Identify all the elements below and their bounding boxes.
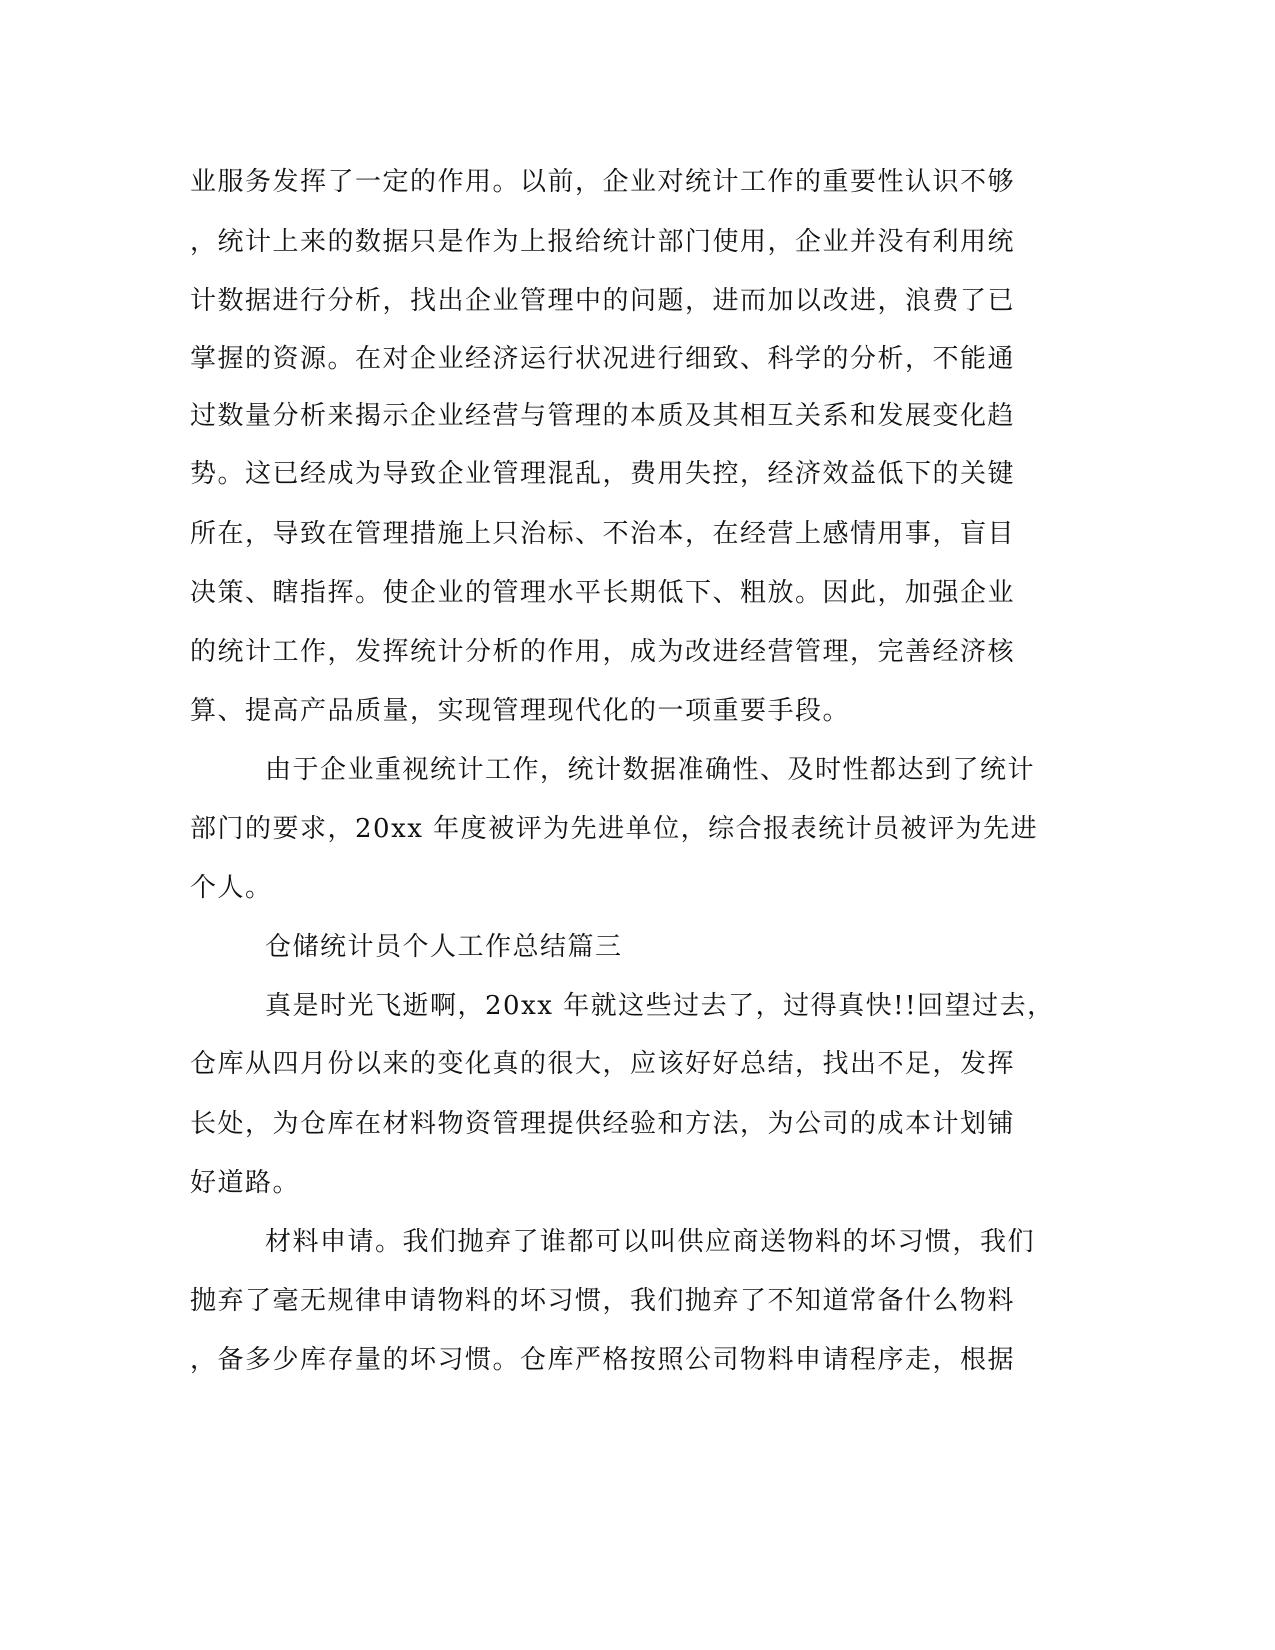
text-line: 仓库从四月份以来的变化真的很大，应该好好总结，找出不足，发挥: [190, 1049, 1016, 1079]
text-line: 所在，导致在管理措施上只治标、不治本，在经营上感情用事，盲目: [190, 519, 1016, 549]
text-line: 业服务发挥了一定的作用。以前，企业对统计工作的重要性认识不够: [190, 167, 1016, 197]
text-line: ，备多少库存量的坏习惯。仓库严格按照公司物料申请程序走，根据: [190, 1345, 1016, 1375]
text-line: 计数据进行分析，找出企业管理中的问题，进而加以改进，浪费了已: [190, 286, 1016, 316]
text-line: 材料申请。我们抛弃了谁都可以叫供应商送物料的坏习惯，我们: [265, 1227, 1036, 1257]
text-line: 好道路。: [190, 1168, 301, 1198]
text-line: 真是时光飞逝啊，20xx 年就这些过去了，过得真快!!回望过去，: [265, 991, 1055, 1021]
text-line: 个人。: [190, 873, 273, 903]
text-line: ，统计上来的数据只是作为上报给统计部门使用，企业并没有利用统: [190, 227, 1016, 257]
section-heading: 仓储统计员个人工作总结篇三: [265, 932, 623, 962]
text-line: 算、提高产品质量，实现管理现代化的一项重要手段。: [190, 696, 851, 726]
text-line: 掌握的资源。在对企业经济运行状况进行细致、科学的分析，不能通: [190, 344, 1016, 374]
text-line: 长处，为仓库在材料物资管理提供经验和方法，为公司的成本计划铺: [190, 1109, 1016, 1139]
text-line: 部门的要求，20xx 年度被评为先进单位，综合报表统计员被评为先进: [190, 814, 1039, 844]
text-line: 过数量分析来揭示企业经营与管理的本质及其相互关系和发展变化趋: [190, 401, 1016, 431]
text-line: 势。这已经成为导致企业管理混乱，费用失控，经济效益低下的关键: [190, 459, 1016, 489]
text-line: 由于企业重视统计工作，统计数据准确性、及时性都达到了统计: [265, 755, 1036, 785]
text-line: 抛弃了毫无规律申请物料的坏习惯，我们抛弃了不知道常备什么物料: [190, 1286, 1016, 1316]
text-line: 决策、瞎指挥。使企业的管理水平长期低下、粗放。因此，加强企业: [190, 578, 1016, 608]
text-line: 的统计工作，发挥统计分析的作用，成为改进经营管理，完善经济核: [190, 637, 1016, 667]
